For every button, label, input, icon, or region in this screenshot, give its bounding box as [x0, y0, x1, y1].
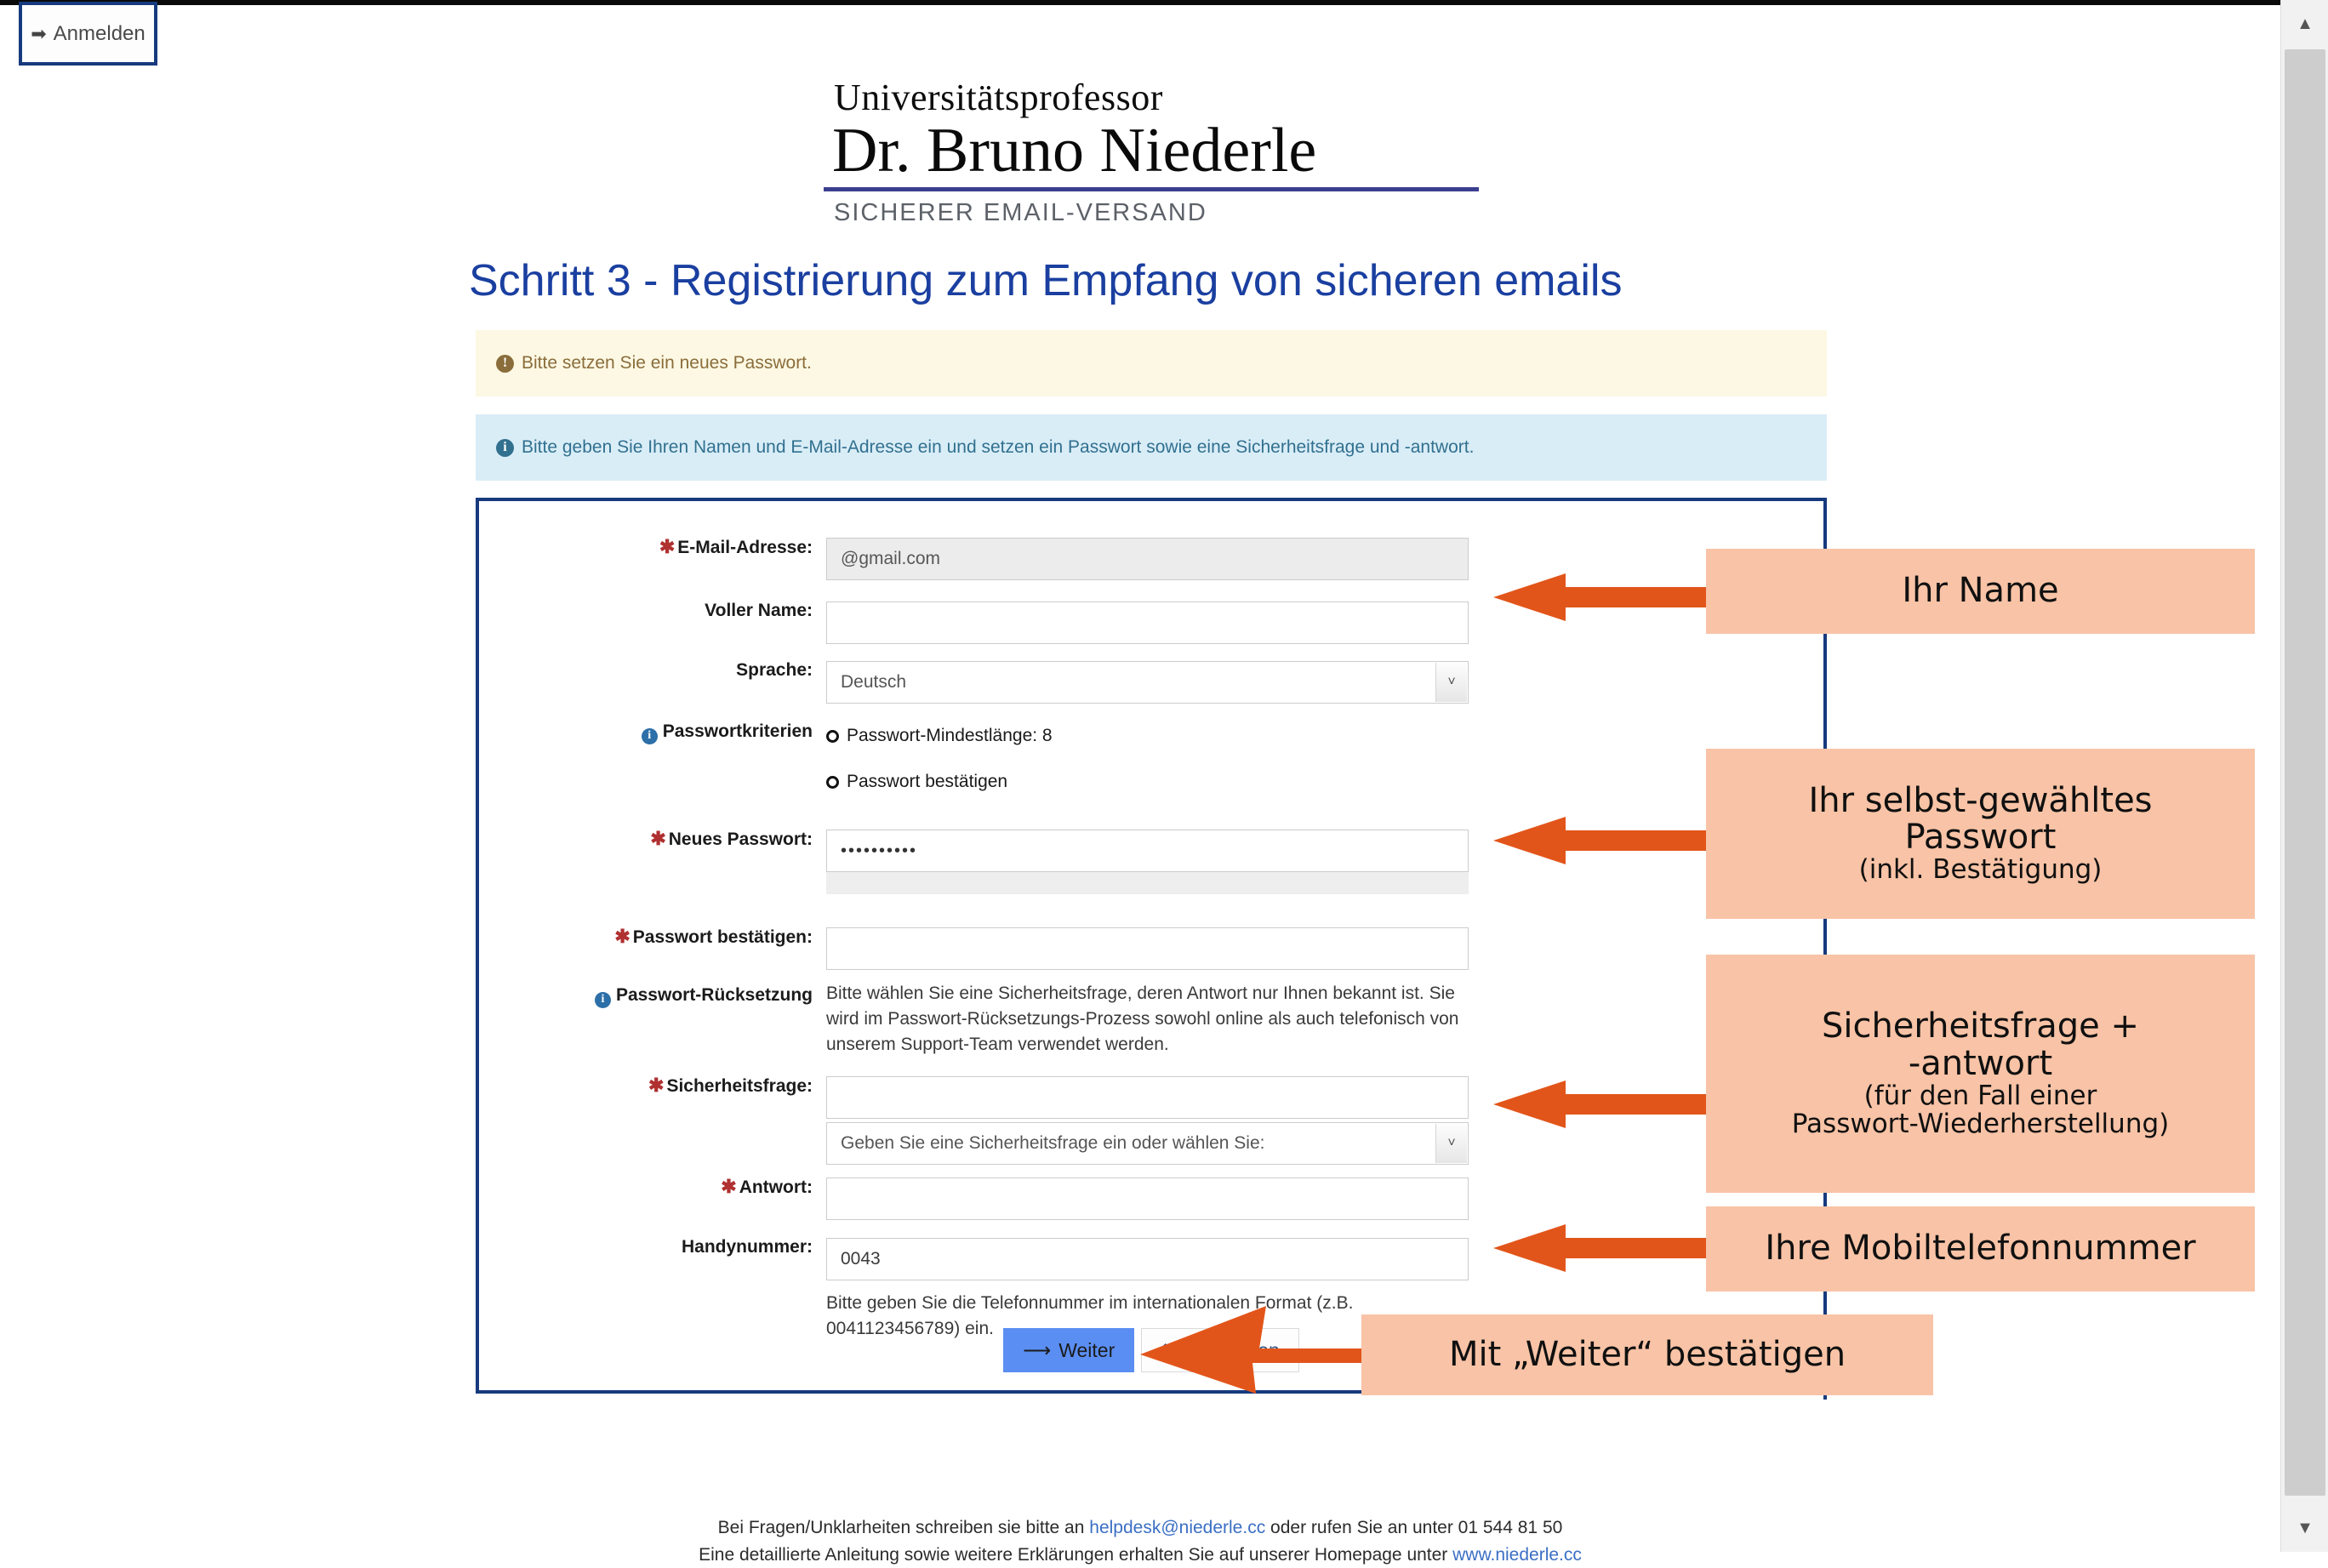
new-password-input[interactable]: •••••••••• [826, 830, 1469, 872]
logo-tagline: SICHERER EMAIL-VERSAND [824, 199, 1479, 227]
alert-info [476, 414, 1827, 481]
answer-input[interactable] [826, 1177, 1469, 1220]
email-input[interactable]: @gmail.com [826, 538, 1469, 580]
form-row-password-criteria [479, 722, 1823, 795]
annotation-box-password: Ihr selbst-gewähltes Passwort (inkl. Bestätigung) [1706, 749, 2255, 919]
homepage-link[interactable]: www.niederle.cc [1452, 1545, 1582, 1565]
language-select-value: Deutsch [841, 672, 906, 693]
required-asterisk-icon: ✱ [650, 828, 665, 849]
criteria-item-label: Passwort-Mindestlänge: 8 [847, 726, 1053, 746]
site-logo [824, 78, 1479, 227]
criteria-item [826, 722, 1469, 750]
scrollbar-thumb[interactable] [2285, 49, 2325, 1496]
alert-info-text: Bitte geben Sie Ihren Namen und E-Mail-Adresse ein und setzen ein Passwort sowie eine Sicherheitsfrage und -antwort. [522, 437, 1474, 458]
login-button[interactable] [19, 2, 157, 66]
alert-warning [476, 330, 1827, 396]
confirm-password-input[interactable] [826, 927, 1469, 970]
annotation-box-name: Ihr Name [1706, 549, 2255, 634]
security-question-select[interactable] [826, 1122, 1469, 1165]
required-asterisk-icon: ✱ [721, 1176, 736, 1197]
chevron-down-icon: ˅ [1435, 663, 1467, 702]
new-password-label: ✱ Neues Passwort: [479, 830, 826, 848]
criteria-item [826, 768, 1469, 795]
criteria-item-label: Passwort bestätigen [847, 772, 1007, 792]
required-asterisk-icon: ✱ [614, 926, 630, 947]
alert-warning-text: Bitte setzen Sie ein neues Passwort. [522, 353, 812, 373]
security-question-input[interactable] [826, 1076, 1469, 1119]
answer-label: ✱ Antwort: [479, 1177, 826, 1196]
password-reset-label: i Passwort-Rücksetzung [479, 986, 826, 1008]
login-arrow-icon: ➡ [31, 23, 46, 45]
form-row-confirm-password [479, 927, 1823, 970]
warning-icon: ! [496, 355, 514, 373]
info-circle-icon: i [595, 992, 611, 1008]
info-circle-icon: i [642, 728, 658, 744]
scroll-up-arrow-icon[interactable]: ▲ [2281, 0, 2328, 48]
arrow-right-icon: ⟶ [1023, 1339, 1051, 1362]
mobile-input[interactable]: 0043 [826, 1238, 1469, 1280]
email-label: ✱ E-Mail-Adresse: [479, 538, 826, 556]
mobile-label: Handynummer: [479, 1238, 826, 1256]
security-question-select-value: Geben Sie eine Sicherheitsfrage ein oder wählen Sie: [841, 1133, 1264, 1154]
confirm-password-label: ✱ Passwort bestätigen: [479, 927, 826, 946]
footer [0, 1514, 2280, 1568]
language-select[interactable] [826, 661, 1469, 704]
submit-button[interactable] [1003, 1328, 1134, 1372]
logo-divider [824, 187, 1479, 191]
annotation-box-submit: Mit „Weiter“ bestätigen [1361, 1314, 1933, 1395]
mobile-help-text: Bitte geben Sie die Telefonnummer im internationalen Format (z.B. 0041123456789) ein. [826, 1291, 1469, 1342]
info-icon: i [496, 439, 514, 457]
submit-button-label: Weiter [1058, 1339, 1115, 1362]
language-label: Sprache: [479, 661, 826, 679]
required-asterisk-icon: ✱ [648, 1075, 664, 1096]
logo-line-1: Universitätsprofessor [824, 78, 1479, 117]
footer-line-2: Eine detaillierte Anleitung sowie weitere Erklärungen erhalten Sie auf unserer Homepage unter www.niederle.cc [0, 1542, 2280, 1568]
form-row-password-reset-info [479, 986, 1823, 1057]
circle-icon [826, 776, 839, 789]
password-strength-bar [826, 872, 1469, 894]
scroll-down-arrow-icon[interactable]: ▼ [2281, 1504, 2328, 1552]
chevron-down-icon: ˅ [1435, 1124, 1467, 1163]
circle-icon [826, 730, 839, 743]
footer-line-1: Bei Fragen/Unklarheiten schreiben sie bitte an helpdesk@niederle.cc oder rufen Sie an unter 01 544 81 50 [0, 1514, 2280, 1542]
logo-line-2: Dr. Bruno Niederle [824, 117, 1479, 185]
password-reset-help-text: Bitte wählen Sie eine Sicherheitsfrage, deren Antwort nur Ihnen bekannt ist. Sie wird im Passwort-Rücksetzungs-Prozess sowohl online als auch telefonisch von unserem Support-Team verwendet werden. [826, 981, 1469, 1057]
password-criteria-label: i Passwortkriterien [479, 722, 826, 744]
form-row-answer [479, 1177, 1823, 1220]
form-row-language [479, 661, 1823, 704]
helpdesk-email-link[interactable]: helpdesk@niederle.cc [1089, 1518, 1265, 1537]
fullname-label: Voller Name: [479, 602, 826, 619]
page-title: Schritt 3 - Registrierung zum Empfang von sicheren emails [469, 255, 1622, 306]
fullname-input[interactable] [826, 602, 1469, 644]
annotation-box-mobile: Ihre Mobiltelefonnummer [1706, 1206, 2255, 1291]
required-asterisk-icon: ✱ [659, 536, 675, 557]
vertical-scrollbar[interactable] [2280, 0, 2328, 1552]
login-button-label: Anmelden [54, 22, 146, 46]
security-question-label: ✱ Sicherheitsfrage: [479, 1076, 826, 1095]
annotation-box-security: Sicherheitsfrage + -antwort (für den Fall einer Passwort-Wiederherstellung) [1706, 955, 2255, 1193]
